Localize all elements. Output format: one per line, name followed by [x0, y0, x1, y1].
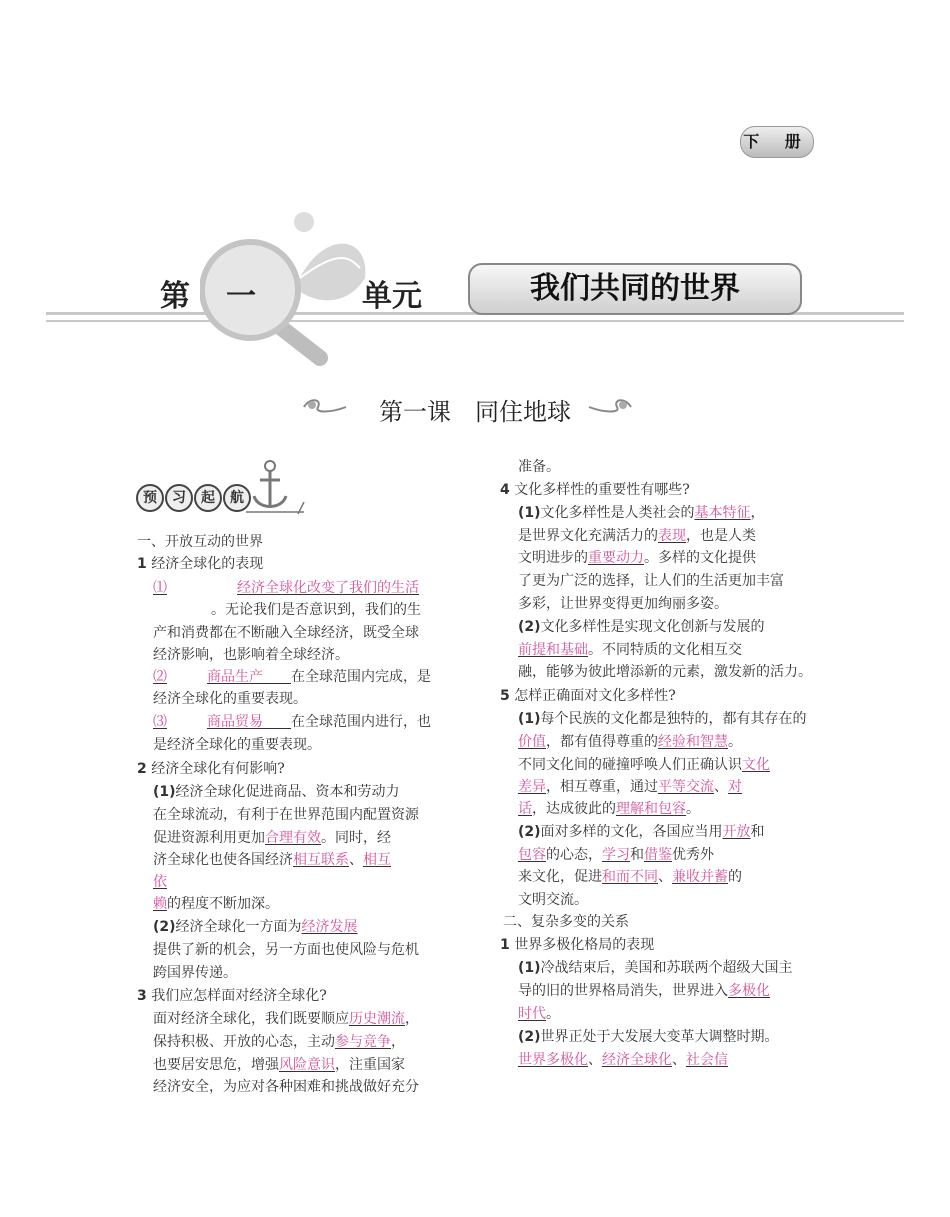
q2-item1-line4: 济全球化也使各国经济相互联系、相互: [153, 852, 391, 868]
badge-char: 预: [136, 484, 164, 512]
q5-item2-line1: (2)面对多样的文化，各国应当用开放和: [518, 824, 765, 840]
unit-number: 一: [226, 279, 256, 314]
q4-item2-line2: 前提和基础。不同特质的文化相互交: [518, 642, 742, 658]
q1-item2-line1: ⑵ 商品生产 在全球范围内完成，是: [153, 669, 431, 685]
q5-item2-line2: 包容的心态，学习和借鉴优秀外: [518, 847, 714, 863]
q2-item2-line1: (2)经济全球化一方面为经济发展: [153, 919, 358, 935]
section-heading: 一、开放互动的世界: [137, 534, 263, 550]
q1-item2-line2: 经济全球化的重要表现。: [153, 691, 307, 707]
badge-char: 航: [223, 484, 251, 512]
q3-line4: 经济安全，为应对各种困难和挑战做好充分: [153, 1079, 419, 1095]
q1-item1-line1: ⑴ 经济全球化改变了我们的生活: [153, 580, 419, 596]
q5-item1-line3: 不同文化间的碰撞呼唤人们正确认识文化: [518, 757, 770, 773]
r1-item2-line1: (2)世界正处于大发展大变革大调整时期。: [518, 1029, 779, 1045]
question-4: 4 文化多样性的重要性有哪些?: [500, 482, 690, 498]
r-question-1: 1 世界多极化格局的表现: [500, 937, 655, 953]
q4-item1-line2: 是世界文化充满活力的表现，也是人类: [518, 528, 756, 544]
question-3: 3 我们应怎样面对经济全球化?: [137, 988, 327, 1004]
question-5: 5 怎样正确面对文化多样性?: [500, 688, 676, 704]
right-top-line: 准备。: [518, 459, 560, 475]
q4-item2-line1: (2)文化多样性是实现文化创新与发展的: [518, 619, 765, 635]
q2-item1-line3: 促进资源利用更加合理有效。同时，经: [153, 830, 391, 846]
unit-label-right: 单元: [362, 279, 422, 314]
anchor-icon: [246, 458, 306, 518]
r1-item1-line3: 时代。: [518, 1006, 560, 1022]
q2-item1-line5: 依: [153, 874, 167, 890]
q3-line3: 也要居安思危，增强风险意识，注重国家: [153, 1057, 405, 1073]
unit-title: 我们共同的世界: [468, 263, 802, 315]
q2-item2-line3: 跨国界传递。: [153, 965, 237, 981]
q1-item1-line2: 。无论我们是否意识到，我们的生: [211, 602, 421, 618]
q4-item1-line3: 文明进步的重要动力。多样的文化提供: [518, 550, 756, 566]
q2-item1-line6: 赖的程度不断加深。: [153, 896, 279, 912]
r1-item2-line2: 世界多极化、经济全球化、社会信: [518, 1052, 728, 1068]
question-1: 1 经济全球化的表现: [137, 556, 264, 572]
right-swirl-icon: [585, 395, 635, 419]
badge-char: 习: [165, 484, 193, 512]
q5-item1-line4: 差异，相互尊重，通过平等交流、对: [518, 779, 742, 795]
q3-line2: 保持积极、开放的心态，主动参与竞争，: [153, 1034, 405, 1050]
q2-item2-line2: 提供了新的机会，另一方面也使风险与危机: [153, 942, 419, 958]
q1-item3-line1: ⑶ 商品贸易 在全球范围内进行，也: [153, 714, 431, 730]
q5-item1-line2: 价值，都有值得尊重的经验和智慧。: [518, 734, 742, 750]
q4-item1-line4: 了更为广泛的选择，让人们的生活更加丰富: [518, 573, 784, 589]
q4-item1-line1: (1)文化多样性是人类社会的基本特征，: [518, 505, 765, 521]
q1-item1-line3: 产和消费都在不断融入全球经济，既受全球: [153, 625, 419, 641]
lesson-title: 第一课 同住地球: [379, 398, 571, 426]
q4-item2-line3: 融，能够为彼此增添新的元素，激发新的活力。: [518, 664, 812, 680]
q5-item1-line1: (1)每个民族的文化都是独特的，都有其存在的: [518, 711, 807, 727]
section-badge: [136, 484, 252, 512]
r1-item1-line1: (1)冷战结束后，美国和苏联两个超级大国主: [518, 960, 793, 976]
question-2: 2 经济全球化有何影响?: [137, 761, 285, 777]
q3-line1: 面对经济全球化，我们既要顺应历史潮流，: [153, 1011, 419, 1027]
q1-item1-line4: 经济影响，也影响着全球经济。: [153, 647, 349, 663]
title-rule-bottom: [46, 320, 904, 322]
q2-item1-line2: 在全球流动，有利于在世界范围内配置资源: [153, 807, 419, 823]
badge-char: 起: [194, 484, 222, 512]
q5-item2-line3: 来文化，促进和而不同、兼收并蓄的: [518, 869, 742, 885]
r1-item1-line2: 导的旧的世界格局消失，世界进入多极化: [518, 983, 770, 999]
q1-item3-line2: 是经济全球化的重要表现。: [153, 737, 321, 753]
q5-item2-line4: 文明交流。: [518, 892, 588, 908]
q5-item1-line5: 话，达成彼此的理解和包容。: [518, 801, 700, 817]
section-heading-2: 二、复杂多变的关系: [503, 914, 629, 930]
unit-label-left: 第: [160, 279, 190, 314]
q4-item1-line5: 多彩，让世界变得更加绚丽多姿。: [518, 596, 728, 612]
volume-badge: 下 册: [740, 126, 814, 158]
q2-item1-line1: (1)经济全球化促进商品、资本和劳动力: [153, 784, 400, 800]
